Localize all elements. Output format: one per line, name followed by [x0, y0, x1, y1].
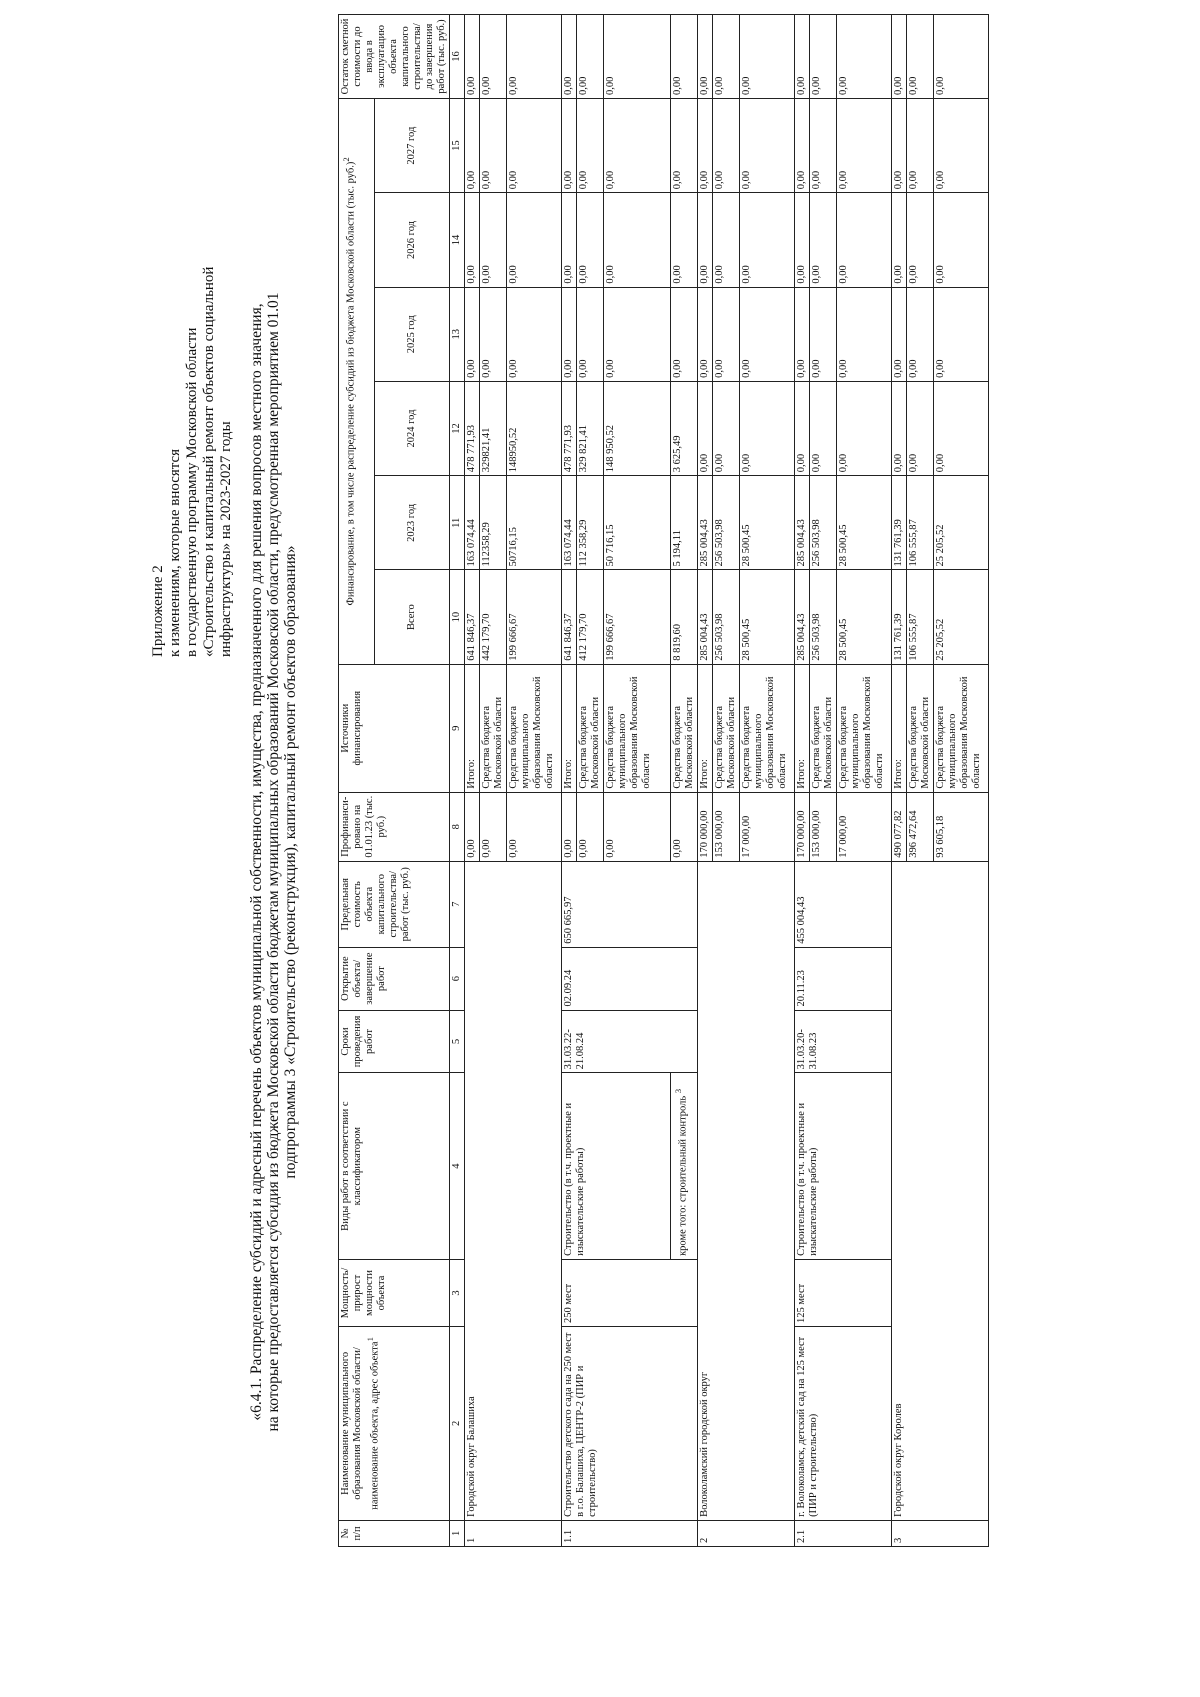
header-2024: 2024 год [375, 381, 450, 475]
cell-2027: 0,00 [907, 98, 934, 192]
cell-total: 641 846,37 [465, 570, 480, 664]
cell-prefinanced: 153 000,00 [713, 792, 740, 861]
cell-source: Средства бюджета Московской области [810, 664, 837, 792]
header-name-sup: 1 [365, 1337, 375, 1342]
cell-2023: 50 716,15 [604, 476, 671, 570]
cell-2025: 0,00 [465, 287, 480, 381]
cell-total: 199 666,67 [507, 570, 562, 664]
cell-remaining: 0,00 [577, 15, 604, 99]
cell-remaining: 0,00 [465, 15, 480, 99]
cell-source: Средства бюджета Московской области [907, 664, 934, 792]
cell-2025: 0,00 [604, 287, 671, 381]
municipality-name: Волоколамский городской округ [698, 861, 795, 1520]
cell-source: Средства бюджета Московской области [671, 664, 698, 792]
appendix-line: инфраструктуры» на 2023-2027 годы [218, 421, 234, 657]
cell-2024: 478 771,93 [562, 381, 577, 475]
header-remaining: Остаток сметной стоимости до ввода в эксплуатацию объекта капитального строительства/ до завершения работ (тыс. руб.) [339, 15, 450, 99]
cell-2023: 256 503,98 [810, 476, 837, 570]
cell-2027: 0,00 [465, 98, 480, 192]
cell-2023: 5 194,11 [671, 476, 698, 570]
municipality-name: Городской округ Балашиха [465, 861, 562, 1520]
cell-source: Итого: [698, 664, 713, 792]
cell-prefinanced: 396 472,64 [907, 792, 934, 861]
cell-remaining: 0,00 [562, 15, 577, 99]
cell-2023: 25 205,52 [934, 476, 989, 570]
cell-source: Средства бюджета муниципального образования Московской области [604, 664, 671, 792]
cell-2023: 112 358,29 [577, 476, 604, 570]
table-row [892, 15, 907, 1547]
object-capacity: 250 мест [562, 1259, 698, 1326]
object-dates: 31.03.22-21.08.24 [562, 1010, 698, 1073]
colnum: 8 [450, 792, 465, 861]
cell-2027: 0,00 [507, 98, 562, 192]
colnum: 9 [450, 664, 465, 792]
cell-2024: 329 821,41 [577, 381, 604, 475]
cell-source: Итого: [465, 664, 480, 792]
cell-2024: 0,00 [837, 381, 892, 475]
cell-2025: 0,00 [713, 287, 740, 381]
cell-total: 256 503,98 [810, 570, 837, 664]
header-funding-sup: 2 [341, 157, 351, 162]
cell-remaining: 0,00 [837, 15, 892, 99]
cell-2023: 131 761,39 [892, 476, 907, 570]
cell-2024: 0,00 [795, 381, 810, 475]
header-name-text: Наименование муниципального образования Московской области/ наименование объекта, адрес объекта [340, 1341, 381, 1510]
cell-total: 131 761,39 [892, 570, 907, 664]
cell-2027: 0,00 [837, 98, 892, 192]
cell-2027: 0,00 [604, 98, 671, 192]
cell-remaining: 0,00 [810, 15, 837, 99]
cell-total: 8 819,60 [671, 570, 698, 664]
object-capacity: 125 мест [795, 1259, 892, 1326]
cell-2027: 0,00 [698, 98, 713, 192]
work-extra-sup: 3 [673, 1088, 683, 1094]
row-num: 2 [698, 1520, 795, 1546]
object-limit: 650 665,97 [562, 861, 698, 947]
colnum: 10 [450, 570, 465, 664]
cell-remaining: 0,00 [713, 15, 740, 99]
header-limit: Предельная стоимость объекта капитального строительства/ работ (тыс. руб.) [339, 861, 450, 947]
cell-2025: 0,00 [810, 287, 837, 381]
cell-remaining: 0,00 [480, 15, 507, 99]
cell-2027: 0,00 [480, 98, 507, 192]
cell-prefinanced: 0,00 [507, 792, 562, 861]
colnum: 1 [450, 1520, 465, 1546]
cell-total: 412 179,70 [577, 570, 604, 664]
colnum: 4 [450, 1073, 465, 1260]
cell-prefinanced: 0,00 [604, 792, 671, 861]
cell-remaining: 0,00 [671, 15, 698, 99]
header-work-type: Виды работ в соответствии с классификатором [339, 1073, 450, 1260]
header-prefinanced: Профинанси-ровано на 01.01.23 (тыс. руб.) [339, 792, 450, 861]
cell-2023: 28 500,45 [740, 476, 795, 570]
object-open: 20.11.23 [795, 947, 892, 1010]
cell-2027: 0,00 [713, 98, 740, 192]
cell-prefinanced: 153 000,00 [810, 792, 837, 861]
heading-line: на которые предоставляется субсидия из бюджета Московской области бюджетам муниципальных образований Московской области, предусмотренная мероприятием 01.01 [265, 292, 282, 1432]
object-name: Строительство детского сада на 250 мест в г.о. Балашиха, ЦЕНТР-2 (ПИР и строительство) [562, 1326, 698, 1520]
cell-2026: 0,00 [934, 193, 989, 287]
cell-remaining: 0,00 [698, 15, 713, 99]
colnum: 11 [450, 476, 465, 570]
cell-remaining: 0,00 [740, 15, 795, 99]
cell-2026: 0,00 [698, 193, 713, 287]
cell-2025: 0,00 [934, 287, 989, 381]
cell-total: 199 666,67 [604, 570, 671, 664]
colnum: 2 [450, 1326, 465, 1520]
header-dates: Сроки проведения работ [339, 1010, 450, 1073]
cell-2027: 0,00 [934, 98, 989, 192]
cell-2023: 285 004,43 [698, 476, 713, 570]
cell-total: 641 846,37 [562, 570, 577, 664]
table-row [562, 15, 577, 1547]
cell-source: Средства бюджета Московской области [713, 664, 740, 792]
cell-2023: 163 074,44 [562, 476, 577, 570]
header-open: Открытие объекта/ завершение работ [339, 947, 450, 1010]
object-name: г. Волоколамск, детский сад на 125 мест (ПИР и строительство) [795, 1326, 892, 1520]
cell-2026: 0,00 [671, 193, 698, 287]
cell-prefinanced: 0,00 [577, 792, 604, 861]
cell-source: Средства бюджета муниципального образования Московской области [837, 664, 892, 792]
cell-2026: 0,00 [713, 193, 740, 287]
table-row [698, 15, 713, 1547]
object-work-type: Строительство (в т.ч. проектные и изыскательские работы) [562, 1073, 671, 1260]
row-num: 3 [892, 1520, 989, 1546]
cell-remaining: 0,00 [507, 15, 562, 99]
cell-total: 28 500,45 [837, 570, 892, 664]
row-num: 1 [465, 1520, 562, 1546]
header-2025: 2025 год [375, 287, 450, 381]
cell-2026: 0,00 [810, 193, 837, 287]
cell-2024: 0,00 [740, 381, 795, 475]
cell-2026: 0,00 [604, 193, 671, 287]
cell-2024: 148950,52 [507, 381, 562, 475]
cell-remaining: 0,00 [795, 15, 810, 99]
cell-2025: 0,00 [837, 287, 892, 381]
colnum: 14 [450, 193, 465, 287]
cell-2024: 148 950,52 [604, 381, 671, 475]
heading-line: подпрограммы 3 «Строительство (реконструкция), капитальный ремонт объектов образования» [282, 545, 299, 1179]
cell-2025: 0,00 [698, 287, 713, 381]
cell-2025: 0,00 [671, 287, 698, 381]
cell-2027: 0,00 [577, 98, 604, 192]
colnum: 15 [450, 98, 465, 192]
cell-source: Средства бюджета Московской области [480, 664, 507, 792]
colnum: 12 [450, 381, 465, 475]
cell-2026: 0,00 [837, 193, 892, 287]
cell-total: 256 503,98 [713, 570, 740, 664]
cell-2027: 0,00 [795, 98, 810, 192]
cell-2025: 0,00 [577, 287, 604, 381]
cell-2026: 0,00 [465, 193, 480, 287]
appendix-line: Приложение 2 [150, 565, 166, 657]
object-work-type: Строительство (в т.ч. проектные и изыскательские работы) [795, 1073, 892, 1260]
header-funding-text: Финансирование, в том числе распределение субсидий из бюджета Московской области (тыс. руб.) [345, 161, 357, 606]
cell-2026: 0,00 [892, 193, 907, 287]
cell-2025: 0,00 [480, 287, 507, 381]
cell-remaining: 0,00 [604, 15, 671, 99]
cell-2026: 0,00 [507, 193, 562, 287]
table-row [465, 15, 480, 1547]
cell-2027: 0,00 [562, 98, 577, 192]
cell-total: 106 555,87 [907, 570, 934, 664]
cell-remaining: 0,00 [892, 15, 907, 99]
cell-total: 442 179,70 [480, 570, 507, 664]
appendix-line: к изменениям, которые вносятся [167, 448, 183, 657]
document-heading [248, 137, 299, 1587]
cell-prefinanced: 17 000,00 [837, 792, 892, 861]
cell-2024: 0,00 [934, 381, 989, 475]
cell-remaining: 0,00 [907, 15, 934, 99]
header-2026: 2026 год [375, 193, 450, 287]
appendix-block [150, 57, 235, 657]
cell-2024: 3 625,49 [671, 381, 698, 475]
header-total: Всего [375, 570, 450, 664]
cell-prefinanced: 0,00 [671, 792, 698, 861]
object-work-extra [671, 1073, 698, 1260]
cell-2023: 163 074,44 [465, 476, 480, 570]
header-name [339, 1326, 450, 1520]
cell-2025: 0,00 [795, 287, 810, 381]
cell-source: Средства бюджета муниципального образования Московской области [740, 664, 795, 792]
object-dates: 31.03.20-31.08.23 [795, 1010, 892, 1073]
cell-prefinanced: 0,00 [480, 792, 507, 861]
cell-2023: 28 500,45 [837, 476, 892, 570]
appendix-line: в государственную программу Московской области [184, 327, 200, 657]
cell-source: Средства бюджета муниципального образования Московской области [934, 664, 989, 792]
cell-2026: 0,00 [795, 193, 810, 287]
cell-2023: 285 004,43 [795, 476, 810, 570]
cell-2026: 0,00 [577, 193, 604, 287]
cell-prefinanced: 170 000,00 [795, 792, 810, 861]
cell-remaining: 0,00 [934, 15, 989, 99]
header-2023: 2023 год [375, 476, 450, 570]
cell-prefinanced: 17 000,00 [740, 792, 795, 861]
object-open: 02.09.24 [562, 947, 698, 1010]
cell-2024: 0,00 [907, 381, 934, 475]
cell-2023: 256 503,98 [713, 476, 740, 570]
cell-2025: 0,00 [892, 287, 907, 381]
colnum: 7 [450, 861, 465, 947]
cell-2023: 50716,15 [507, 476, 562, 570]
cell-2023: 112358,29 [480, 476, 507, 570]
row-num: 1.1 [562, 1520, 698, 1546]
table-row [795, 15, 810, 1547]
cell-prefinanced: 93 605,18 [934, 792, 989, 861]
cell-prefinanced: 490 077,82 [892, 792, 907, 861]
cell-2024: 478 771,93 [465, 381, 480, 475]
cell-2025: 0,00 [907, 287, 934, 381]
header-2027: 2027 год [375, 98, 450, 192]
cell-total: 25 205,52 [934, 570, 989, 664]
colnum: 6 [450, 947, 465, 1010]
cell-2024: 0,00 [892, 381, 907, 475]
cell-2023: 106 555,87 [907, 476, 934, 570]
cell-total: 285 004,43 [795, 570, 810, 664]
cell-2027: 0,00 [740, 98, 795, 192]
cell-total: 28 500,45 [740, 570, 795, 664]
header-source: Источники финансирования [339, 664, 450, 792]
cell-2025: 0,00 [740, 287, 795, 381]
cell-2026: 0,00 [740, 193, 795, 287]
appendix-line: «Строительство и капитальный ремонт объектов социальной [201, 266, 217, 657]
cell-2025: 0,00 [507, 287, 562, 381]
header-row-1 [339, 15, 375, 1547]
cell-source: Средства бюджета муниципального образования Московской области [507, 664, 562, 792]
cell-2026: 0,00 [907, 193, 934, 287]
cell-source: Итого: [562, 664, 577, 792]
municipality-name: Городской округ Королев [892, 861, 989, 1520]
row-num: 2.1 [795, 1520, 892, 1546]
cell-2026: 0,00 [562, 193, 577, 287]
column-number-row [450, 15, 465, 1547]
header-capacity: Мощность/ прирост мощности объекта [339, 1259, 450, 1326]
object-limit: 455 004,43 [795, 861, 892, 947]
cell-source: Итого: [795, 664, 810, 792]
cell-2026: 0,00 [480, 193, 507, 287]
cell-2025: 0,00 [562, 287, 577, 381]
header-funding-group [339, 98, 375, 664]
cell-total: 285 004,43 [698, 570, 713, 664]
cell-prefinanced: 0,00 [562, 792, 577, 861]
colnum: 3 [450, 1259, 465, 1326]
subsidy-table [338, 14, 989, 1547]
cell-2027: 0,00 [892, 98, 907, 192]
cell-prefinanced: 170 000,00 [698, 792, 713, 861]
work-extra-text: кроме того: строительный контроль [677, 1095, 689, 1256]
cell-2024: 0,00 [698, 381, 713, 475]
cell-2027: 0,00 [810, 98, 837, 192]
cell-source: Средства бюджета Московской области [577, 664, 604, 792]
cell-2024: 0,00 [713, 381, 740, 475]
cell-source: Итого: [892, 664, 907, 792]
cell-2027: 0,00 [671, 98, 698, 192]
cell-prefinanced: 0,00 [465, 792, 480, 861]
colnum: 16 [450, 15, 465, 99]
cell-2024: 0,00 [810, 381, 837, 475]
colnum: 13 [450, 287, 465, 381]
header-num: № п/п [339, 1520, 450, 1546]
heading-line: «6.4.1. Распределение субсидий и адресный перечень объектов муниципальной собственности, имущества, предназначенного для решения вопросов местного значения, [248, 303, 265, 1421]
colnum: 5 [450, 1010, 465, 1073]
cell-2024: 329821,41 [480, 381, 507, 475]
